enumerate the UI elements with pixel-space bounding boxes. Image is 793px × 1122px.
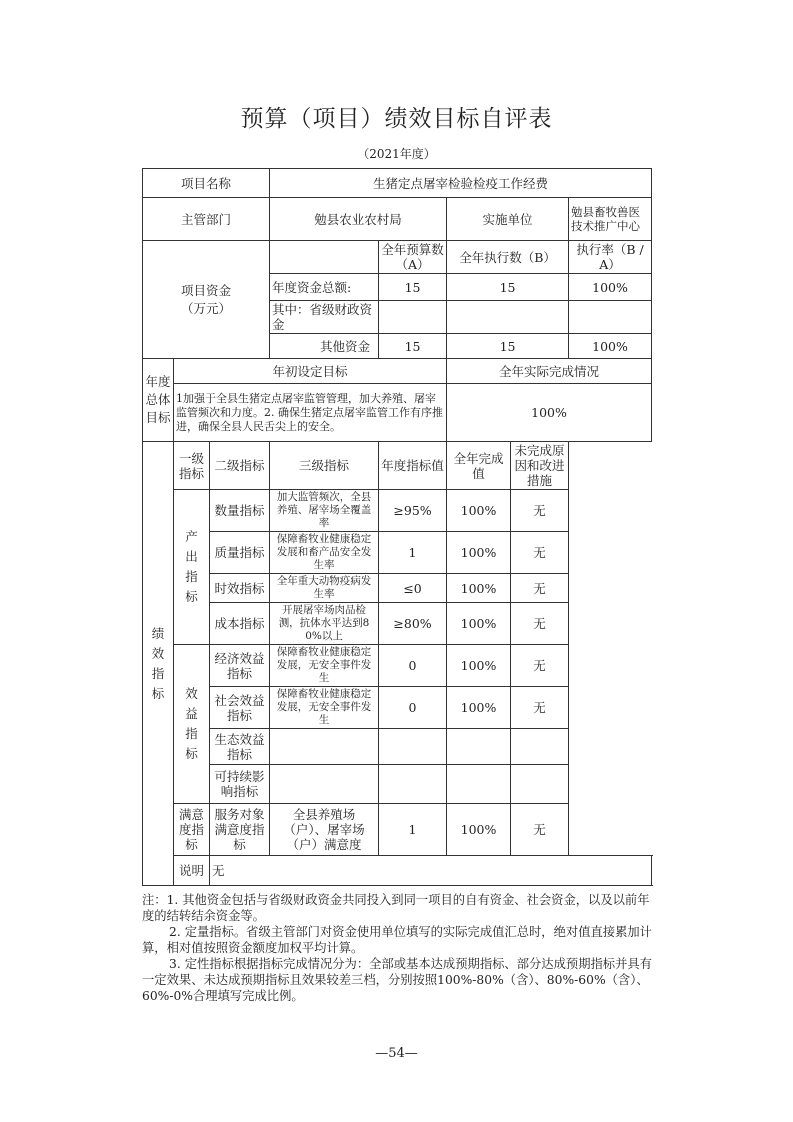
header-target: 年度指标值 — [379, 442, 447, 490]
actual: 100% — [447, 490, 511, 532]
overall-actual-value: 100% — [447, 384, 652, 442]
indicator-row — [143, 687, 652, 729]
reason — [511, 729, 569, 765]
reason: 无 — [511, 532, 569, 574]
indicator-row — [143, 532, 652, 574]
level2: 质量指标 — [210, 532, 270, 574]
table-wrapper — [142, 168, 651, 1004]
header-level2: 二级指标 — [210, 442, 270, 490]
dept-value: 勉县农业农村局 — [270, 198, 447, 241]
funds-row-b: 15 — [447, 334, 569, 359]
level3: 全年重大动物疫病发生率 — [270, 574, 379, 603]
project-name-label: 项目名称 — [143, 169, 270, 198]
funds-row-b — [447, 301, 569, 334]
form-year: （2021年度） — [357, 147, 436, 161]
page-number: —54— — [375, 1046, 418, 1061]
actual — [447, 729, 511, 765]
group-level1 — [174, 490, 210, 645]
indicator-row — [143, 645, 652, 687]
reason: 无 — [511, 490, 569, 532]
level3: 保障畜牧业健康稳定发展和畜产品安全发生率 — [270, 532, 379, 574]
target: 1 — [379, 804, 447, 856]
note-1: 注：1. 其他资金包括与省级财政资金共同投入到同一项目的自有资金、社会资金，以及以前年度的结转结余资金等。 — [142, 893, 650, 923]
actual: 100% — [447, 574, 511, 603]
level3: 全县养殖场（户）、屠宰场（户）满意度 — [270, 804, 379, 856]
funds-col-rate: 执行率（B / A） — [569, 241, 652, 274]
target — [379, 765, 447, 804]
reason: 无 — [511, 645, 569, 687]
impl-label: 实施单位 — [447, 198, 569, 241]
actual: 100% — [447, 645, 511, 687]
level2: 社会效益指标 — [210, 687, 270, 729]
target: 0 — [379, 645, 447, 687]
level3: 保障畜牧业健康稳定发展，无安全事件发生 — [270, 687, 379, 729]
level3 — [270, 729, 379, 765]
header-actual: 全年完成值 — [447, 442, 511, 490]
reason: 无 — [511, 574, 569, 603]
indicators-label-text: 绩效指标 — [151, 625, 165, 701]
level2: 生态效益指标 — [210, 729, 270, 765]
funds-row-label: 其中：省级财政资金 — [270, 301, 379, 334]
reason: 无 — [511, 804, 569, 856]
reason: 无 — [511, 603, 569, 645]
actual: 100% — [447, 687, 511, 729]
row-overall-header — [143, 359, 652, 384]
target: ≤0 — [379, 574, 447, 603]
funds-header-blank — [270, 241, 379, 274]
funds-row-rate — [569, 301, 652, 334]
funds-row-b: 15 — [447, 274, 569, 301]
indicator-row — [143, 804, 652, 856]
level2: 时效指标 — [210, 574, 270, 603]
performance-table — [142, 168, 652, 886]
target: 0 — [379, 687, 447, 729]
row-department — [143, 198, 652, 241]
header-level1: 一级指标 — [174, 442, 210, 490]
overall-label-text: 年度总体目标 — [145, 374, 171, 425]
level2: 可持续影响指标 — [210, 765, 270, 804]
target: ≥80% — [379, 603, 447, 645]
actual: 100% — [447, 532, 511, 574]
form-title: 预算（项目）绩效目标自评表 — [240, 106, 553, 132]
overall-label — [143, 359, 174, 442]
row-indicator-header — [143, 442, 652, 490]
remark-label: 说明 — [174, 856, 210, 886]
funds-col-a: 全年预算数（A） — [379, 241, 447, 274]
indicator-row — [143, 765, 652, 804]
project-name-value: 生猪定点屠宰检验检疫工作经费 — [270, 169, 652, 198]
header-level3: 三级指标 — [270, 442, 379, 490]
target: ≥95% — [379, 490, 447, 532]
indicator-row — [143, 729, 652, 765]
funds-row-a: 15 — [379, 274, 447, 301]
indicator-row — [143, 490, 652, 532]
row-remark — [143, 856, 652, 886]
impl-value: 勉县畜牧兽医技术推广中心 — [569, 198, 652, 241]
funds-row-rate: 100% — [569, 274, 652, 301]
reason — [511, 765, 569, 804]
indicator-row — [143, 574, 652, 603]
actual — [447, 765, 511, 804]
funds-row-rate: 100% — [569, 334, 652, 359]
funds-row-a: 15 — [379, 334, 447, 359]
funds-row-a — [379, 301, 447, 334]
row-project-name — [143, 169, 652, 198]
target: 1 — [379, 532, 447, 574]
level3: 保障畜牧业健康稳定发展，无安全事件发生 — [270, 645, 379, 687]
row-funds-header — [143, 241, 652, 274]
overall-actual-header: 全年实际完成情况 — [447, 359, 652, 384]
overall-target-header: 年初设定目标 — [174, 359, 447, 384]
level2: 经济效益指标 — [210, 645, 270, 687]
indicator-row — [143, 603, 652, 645]
actual: 100% — [447, 603, 511, 645]
actual: 100% — [447, 804, 511, 856]
level3 — [270, 765, 379, 804]
group-level1 — [174, 645, 210, 804]
row-overall-content — [143, 384, 652, 442]
funds-label — [143, 241, 270, 359]
funds-label-text: 项目资金（万元） — [181, 282, 232, 316]
level2: 数量指标 — [210, 490, 270, 532]
level2: 成本指标 — [210, 603, 270, 645]
level3: 加大监管频次，全县养殖、屠宰场全覆盖率 — [270, 490, 379, 532]
funds-row-label: 其他资金 — [270, 334, 379, 359]
indicators-label — [143, 442, 174, 886]
overall-target-text: 1加强于全县生猪定点屠宰监管管理，加大养殖、屠宰监管频次和力度。2. 确保生猪定点屠宰监管工作有序推进，确保全县人民舌尖上的安全。 — [174, 384, 447, 442]
note-3: 3. 定性指标根据指标完成情况分为：全部或基本达成预期指标、部分达成预期指标并具有一定效果、未达成预期指标且效果较差三档，分别按照100%-80%（含）、80%-60%（含）、60%-0%合理填写完成比例。 — [142, 957, 652, 1003]
note-2: 2. 定量指标。省级主管部门对资金使用单位填写的实际完成值汇总时，绝对值直接累加计算，相对值按照资金额度加权平均计算。 — [142, 925, 652, 955]
group-level1-text: 效益指标 — [185, 686, 198, 761]
level3: 开展屠宰场肉品检测，抗体水平达到80%以上 — [270, 603, 379, 645]
level2: 服务对象满意度指标 — [210, 804, 270, 856]
header-reason: 未完成原因和改进措施 — [511, 442, 569, 490]
dept-label: 主管部门 — [143, 198, 270, 241]
target — [379, 729, 447, 765]
remark-value: 无 — [210, 856, 652, 886]
group-level1-text: 产出指标 — [185, 529, 198, 604]
reason: 无 — [511, 687, 569, 729]
group-level1: 满意度指标 — [174, 804, 210, 856]
notes — [142, 892, 654, 1004]
funds-col-b: 全年执行数（B） — [447, 241, 569, 274]
funds-row-label: 年度资金总额: — [270, 274, 379, 301]
